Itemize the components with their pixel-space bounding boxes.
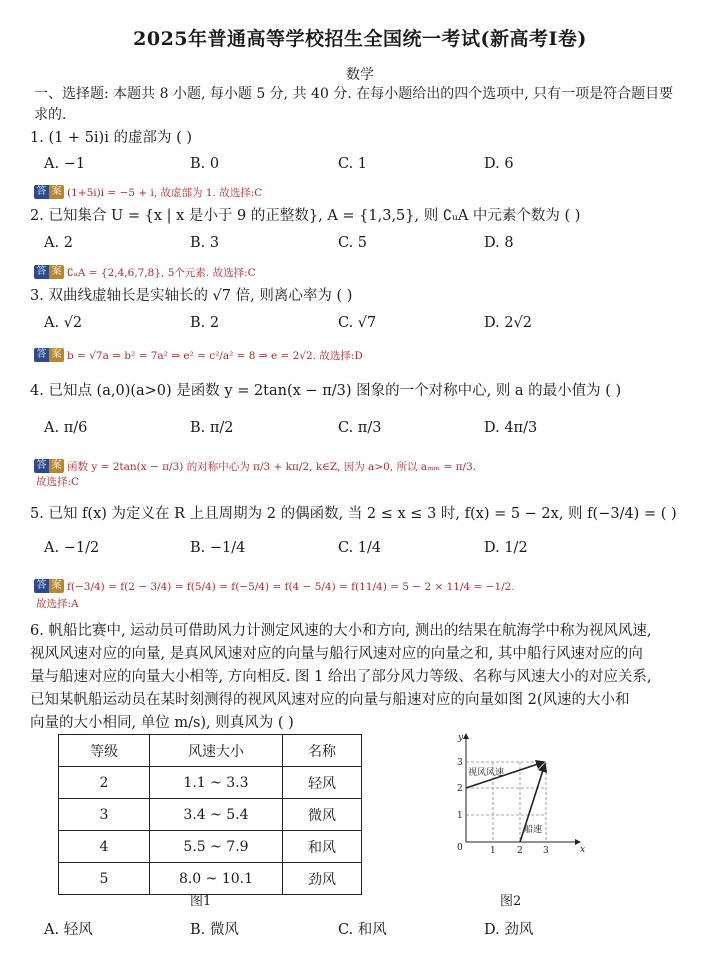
q2-option-d: D. 8 bbox=[484, 235, 514, 251]
q1-option-c: C. 1 bbox=[338, 156, 368, 172]
question-3: 3. 双曲线虚轴长是实轴长的 √7 倍, 则离心率为 ( ) bbox=[30, 288, 353, 304]
table-header-cell: 风速大小 bbox=[150, 735, 283, 767]
table-cell: 5.5 ~ 7.9 bbox=[150, 831, 283, 863]
x-tick-label: 1 bbox=[490, 846, 496, 856]
origin-label: 0 bbox=[457, 843, 463, 853]
figure-2-diagram bbox=[440, 728, 590, 858]
q3-answer-text: b = √7a ⇒ b² = 7a² ⇒ e² = c²/a² = 8 ⇒ e = 2√2. 故选择:D bbox=[67, 350, 363, 362]
q5-answer-text: f(−3/4) = f(2 − 3/4) = f(5/4) = f(−5/4) = f(4 − 5/4) = f(11/4) = 5 − 2 × 11/4 = −1/2. bbox=[67, 581, 515, 593]
q3-option-b: B. 2 bbox=[190, 315, 220, 331]
q6-option-b: B. 微风 bbox=[190, 922, 239, 938]
q1-option-d: D. 6 bbox=[484, 156, 514, 172]
table-cell: 微风 bbox=[283, 799, 362, 831]
q4-answer-choice: 故选择:C bbox=[36, 476, 80, 488]
q3-option-c: C. √7 bbox=[338, 315, 377, 331]
y-tick-label: 1 bbox=[457, 811, 463, 821]
q5-answer-choice: 故选择:A bbox=[36, 598, 79, 610]
q5-option-b: B. −1/4 bbox=[190, 540, 246, 556]
x-tick-label: 3 bbox=[543, 846, 549, 856]
q3-option-d: D. 2√2 bbox=[484, 315, 533, 331]
table-cell: 2 bbox=[59, 767, 150, 799]
page-title: 2025年普通高等学校招生全国统一考试(新高考I卷) bbox=[133, 28, 587, 50]
q4-option-a: A. π/6 bbox=[44, 420, 88, 436]
q2-answer-text: ∁ᵤA = {2,4,6,7,8}, 5个元素. 故选择:C bbox=[67, 267, 256, 279]
q2-option-c: C. 5 bbox=[338, 235, 368, 251]
q4-option-b: B. π/2 bbox=[190, 420, 234, 436]
subject-label: 数学 bbox=[346, 67, 374, 83]
table-cell: 4 bbox=[59, 831, 150, 863]
q1-answer-text: (1+5i)i = −5 + i, 故虚部为 1. 故选择:C bbox=[67, 187, 263, 199]
answer-badge-icon: 案 bbox=[49, 265, 64, 279]
answer-badge-icon: 答 bbox=[34, 348, 49, 362]
table-cell: 5 bbox=[59, 863, 150, 895]
y-tick-label: 2 bbox=[457, 784, 463, 794]
q6-option-c: C. 和风 bbox=[338, 922, 387, 938]
table-cell: 1.1 ~ 3.3 bbox=[150, 767, 283, 799]
q6-line: 向量的大小相同, 单位 m/s), 则真风为 ( ) bbox=[30, 715, 294, 731]
section-intro: 一、选择题: 本题共 8 小题, 每小题 5 分, 共 40 分. 在每小题给出的四个选项中, 只有一项是符合题目要求的. bbox=[34, 86, 674, 123]
q6-line: 视风风速对应的向量, 是真风风速对应的向量与船行风速对应的向量之和, 其中船行风速对应的向 bbox=[30, 646, 643, 662]
table-header-row bbox=[59, 735, 362, 767]
table-cell: 8.0 ~ 10.1 bbox=[150, 863, 283, 895]
table-cell: 轻风 bbox=[283, 767, 362, 799]
answer-badge-icon: 案 bbox=[49, 459, 64, 473]
question-4: 4. 已知点 (a,0)(a>0) 是函数 y = 2tan(x − π/3) 图象的一个对称中心, 则 a 的最小值为 ( ) bbox=[30, 383, 622, 399]
answer-badge-icon: 答 bbox=[34, 185, 49, 199]
question-2: 2. 已知集合 U = {x | x 是小于 9 的正整数}, A = {1,3,5}, 则 ∁ᵤA 中元素个数为 ( ) bbox=[30, 208, 581, 224]
q1-option-b: B. 0 bbox=[190, 156, 220, 172]
q4-answer-text: 函数 y = 2tan(x − π/3) 的对称中心为 π/3 + kπ/2, k∈Z, 因为 a>0, 所以 aₘᵢₙ = π/3. bbox=[67, 461, 477, 473]
table-cell: 3.4 ~ 5.4 bbox=[150, 799, 283, 831]
answer-badge-icon: 案 bbox=[49, 579, 64, 593]
table-header-cell: 等级 bbox=[59, 735, 150, 767]
q6-option-d: D. 劲风 bbox=[484, 922, 534, 938]
figure-2-caption: 图2 bbox=[500, 894, 522, 909]
q4-option-c: C. π/3 bbox=[338, 420, 382, 436]
wind-level-table bbox=[58, 734, 362, 895]
question-5: 5. 已知 f(x) 为定义在 R 上且周期为 2 的偶函数, 当 2 ≤ x ≤ 3 时, f(x) = 5 − 2x, 则 f(−3/4) = ( ) bbox=[30, 506, 677, 522]
q5-option-d: D. 1/2 bbox=[484, 540, 528, 556]
table-cell: 劲风 bbox=[283, 863, 362, 895]
boat-speed-label: 船速 bbox=[524, 825, 543, 835]
y-axis-label: y bbox=[458, 733, 464, 743]
table-row bbox=[59, 831, 362, 863]
table-row bbox=[59, 767, 362, 799]
q2-option-a: A. 2 bbox=[44, 235, 73, 251]
question-6 bbox=[30, 620, 690, 735]
table-cell: 和风 bbox=[283, 831, 362, 863]
q6-line: 已知某帆船运动员在某时刻测得的视风风速对应的向量与船速对应的向量如图 2(风速的大小和 bbox=[30, 692, 630, 708]
q5-option-a: A. −1/2 bbox=[44, 540, 100, 556]
q2-option-b: B. 3 bbox=[190, 235, 220, 251]
q6-option-a: A. 轻风 bbox=[44, 922, 93, 938]
q1-option-a: A. −1 bbox=[44, 156, 86, 172]
table-header-cell: 名称 bbox=[283, 735, 362, 767]
q1-answer bbox=[34, 181, 262, 200]
table-row bbox=[59, 799, 362, 831]
q5-option-c: C. 1/4 bbox=[338, 540, 382, 556]
answer-badge-icon: 答 bbox=[34, 459, 49, 473]
question-1: 1. (1 + 5i)i 的虚部为 ( ) bbox=[30, 130, 192, 146]
q2-answer bbox=[34, 261, 256, 280]
q6-line: 6. 帆船比赛中, 运动员可借助风力计测定风速的大小和方向, 测出的结果在航海学中称为视风风速, bbox=[30, 623, 652, 639]
answer-badge-icon: 案 bbox=[49, 348, 64, 362]
answer-badge-icon: 答 bbox=[34, 265, 49, 279]
q4-option-d: D. 4π/3 bbox=[484, 420, 538, 436]
q6-line: 量与船速对应的向量大小相等, 方向相反. 图 1 给出了部分风力等级、名称与风速大小的对应关系, bbox=[30, 669, 652, 685]
q3-answer bbox=[34, 344, 363, 363]
y-tick-label: 3 bbox=[457, 758, 463, 768]
q3-option-a: A. √2 bbox=[44, 315, 83, 331]
answer-badge-icon: 案 bbox=[49, 185, 64, 199]
q4-answer bbox=[34, 455, 476, 474]
q5-answer bbox=[34, 575, 515, 594]
figure-1-caption: 图1 bbox=[190, 894, 212, 909]
x-axis-label: x bbox=[580, 845, 586, 855]
table-cell: 3 bbox=[59, 799, 150, 831]
apparent-wind-label: 视风风速 bbox=[468, 768, 505, 778]
answer-badge-icon: 答 bbox=[34, 579, 49, 593]
x-tick-label: 2 bbox=[517, 846, 523, 856]
